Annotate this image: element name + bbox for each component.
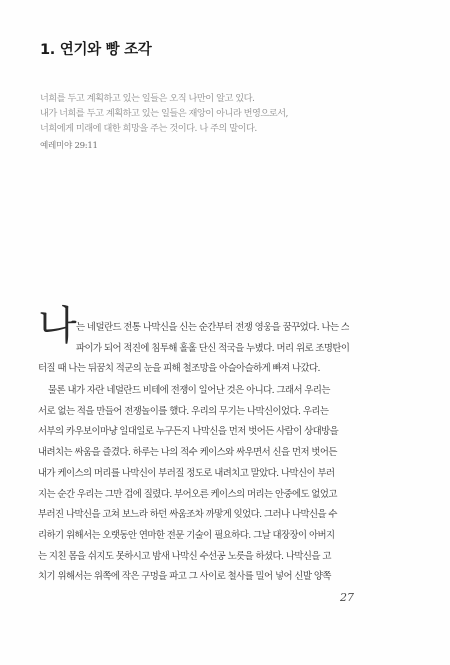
paragraph (38, 303, 414, 375)
chapter-title: 1. 연기와 빵 조각 (40, 42, 152, 58)
text-line: 물론 내가 자란 네덜란드 비테에 전쟁이 일어난 것은 아니다. 그래서 우리는 (48, 385, 330, 396)
epigraph-line: 너희에게 미래에 대한 희망을 주는 것이다. 나 주의 말이다. (40, 123, 257, 134)
text-line: 내가 케이스의 머리를 나막신이 부러질 정도로 내려치고 말았다. 나막신이 부러 (38, 467, 335, 479)
text-line: 내려치는 싸움을 즐겼다. 하루는 나의 적수 케이스와 싸우면서 신을 먼저 벗어든 (38, 447, 337, 459)
paragraph (38, 381, 414, 588)
text-line: 는 지친 몸을 쉬지도 못하시고 밤새 나막신 수선공 노릇을 하셨다. 나막신을 고 (38, 550, 331, 562)
text-line: 부러진 나막신을 고쳐 보느라 하던 싸움조차 까맣게 잊었다. 그러나 나막신을 수 (38, 509, 337, 521)
drop-cap: 나 (38, 303, 77, 349)
epigraph-source: 예레미야 29:11 (40, 141, 98, 151)
epigraph-line: 너희를 두고 계획하고 있는 일들은 오직 나만이 알고 있다. (40, 93, 255, 104)
text-line: 터질 때 나는 뒤꿈치 적군의 눈을 피해 철조망을 아슬아슬하게 빠져 나갔다. (38, 363, 320, 375)
epigraph-line: 내가 너희를 두고 계획하고 있는 일들은 재앙이 아니라 번영으로서, (40, 108, 288, 119)
text-line: 는 네덜란드 전통 나막신을 신는 순간부터 전쟁 영웅을 꿈꾸었다. 나는 스 (76, 322, 350, 333)
page-number: 27 (340, 591, 354, 604)
text-line: 서로 없는 적을 만들어 전쟁놀이를 했다. 우리의 무기는 나막신이었다. 우리는 (38, 405, 329, 417)
text-line: 서부의 카우보이마냥 일대일로 누구든지 나막신을 먼저 벗어든 사람이 상대방을 (38, 426, 339, 438)
epigraph (40, 91, 370, 151)
body-text (38, 303, 414, 588)
text-line: 치기 위해서는 위쪽에 작은 구멍을 파고 그 사이로 철사를 밀어 넣어 신발 양쪽 (38, 571, 331, 583)
text-line: 지는 순간 우리는 그만 겁에 질렸다. 부어오른 케이스의 머리는 안중에도 없었고 (38, 488, 337, 500)
text-line: 파이가 되어 적진에 침투해 홀홀 단신 적국을 누볐다. 머리 위로 조명탄이 (76, 342, 350, 354)
text-line: 리하기 위해서는 오랫동안 연마한 전문 기술이 필요하다. 그날 대장장이 아버지 (38, 529, 335, 541)
